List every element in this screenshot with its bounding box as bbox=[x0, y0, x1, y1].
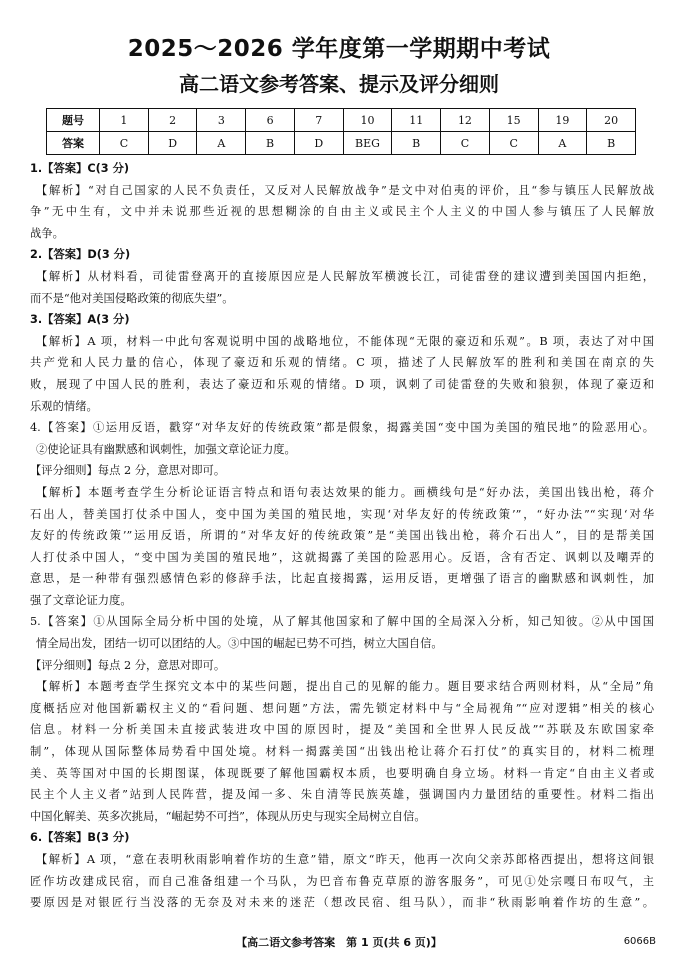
answer-line: 情全局出发，团结一切可以团结的人。③中国的崛起已势不可挡，树立大国自信。 bbox=[36, 637, 443, 651]
question-number: 1 bbox=[100, 109, 149, 132]
answer-cell: B bbox=[246, 132, 295, 155]
analysis-line: 共产党和人民力量的信心，体现了豪迈和乐观的情绪。C 项，描述了人民解放军的胜利和美国在南京的失 bbox=[30, 356, 654, 370]
analysis-line: 匠作坊改建成民宿，而自己准备组建一个马队，为巴音布鲁克草原的游客服务”，可见①处宗嘎日布叹气，主 bbox=[30, 874, 654, 888]
answer-heading: 4.【答案】①运用反语，戳穿“对华友好的传统政策”都是假象，揭露美国“变中国为美国的殖民地”的险恶用心。 bbox=[30, 421, 654, 435]
analysis-line: 强了文章论证力度。 bbox=[30, 593, 132, 607]
question-number: 11 bbox=[392, 109, 441, 132]
answer-heading: 2.【答案】D(3 分) bbox=[30, 248, 131, 262]
answer-cell: B bbox=[587, 132, 636, 155]
question-row-label: 题号 bbox=[47, 109, 100, 132]
analysis-line: 败，展现了中国人民的胜利，表达了豪迈和乐观的情绪。D 项，讽刺了司徒雷登的失败和狼狈，体现了豪迈和 bbox=[30, 377, 654, 391]
question-number: 2 bbox=[148, 109, 197, 132]
answer-cell: C bbox=[100, 132, 149, 155]
answer-table bbox=[46, 108, 636, 155]
analysis-line: 制”，体现从国际整体局势看中国处境。材料一揭露美国“出钱出枪让蒋介石打仗”的真实目的，材料二梳理 bbox=[30, 745, 654, 759]
analysis-line: 战争。 bbox=[30, 226, 64, 240]
answer-cell: D bbox=[148, 132, 197, 155]
answer-explanations bbox=[30, 158, 654, 914]
question-number: 12 bbox=[441, 109, 490, 132]
analysis-line: 中国化解美、英多次挑局，“崛起势不可挡”，体现从历史与现实全局树立自信。 bbox=[30, 809, 426, 823]
question-number: 15 bbox=[489, 109, 538, 132]
analysis-line: 乐观的情绪。 bbox=[30, 399, 98, 413]
analysis-line: 美、英等国对中国的长期图谋，体现既要了解他国霸权本质，也要明确自身立场。材料一肯定“自由主义者或 bbox=[30, 766, 654, 780]
answer-cell: C bbox=[441, 132, 490, 155]
analysis-line: 【解析】A 项，材料一中此句客观说明中国的战略地位，不能体现“无限的豪迈和乐观”。B 项，表达了对中国 bbox=[36, 334, 654, 348]
analysis-line: 【解析】A 项，“意在表明秋雨影响着作坊的生意”错，原文“昨天，他再一次向父亲苏郎格西提出，想将这间银 bbox=[36, 853, 654, 866]
analysis-line: 【解析】从材料看，司徒雷登离开的直接原因应是人民解放军横渡长江，司徒雷登的建议遭到美国国内拒绝， bbox=[36, 269, 654, 283]
scoring-rule: 【评分细则】每点 2 分，意思对即可。 bbox=[30, 464, 226, 478]
analysis-line: 信息。材料一分析美国未直接武装进攻中国的原因时，提及“美国和全世界人民反战”“苏联及东欧国家牵 bbox=[30, 723, 654, 737]
question-number: 19 bbox=[538, 109, 587, 132]
question-number: 7 bbox=[294, 109, 343, 132]
answer-cell: B bbox=[392, 132, 441, 155]
answer-heading: 1.【答案】C(3 分) bbox=[30, 162, 130, 175]
page-subtitle: 高二语文参考答案、提示及评分细则 bbox=[179, 72, 499, 96]
answer-heading: 3.【答案】A(3 分) bbox=[30, 313, 130, 327]
question-number: 3 bbox=[197, 109, 246, 132]
analysis-line: 【解析】本题考查学生探究文本中的某些问题，提出自己的见解的能力。题目要求结合两则材料，从“全局”角 bbox=[36, 680, 654, 694]
page-title: 2025～2026 学年度第一学期期中考试 bbox=[127, 36, 551, 62]
answer-heading: 5.【答案】①从国际全局分析中国的处境，从了解其他国家和了解中国的全局深入分析，知己知彼。②从中国国 bbox=[30, 615, 654, 629]
answer-cell: D bbox=[294, 132, 343, 155]
analysis-line: 人打仗杀中国人，“变中国为美国的殖民地”，这就揭露了美国的险恶用心。反语，含有否定、讽刺以及嘲弄的 bbox=[30, 550, 654, 564]
answer-row-label: 答案 bbox=[47, 132, 100, 155]
answer-cell: BEG bbox=[343, 132, 392, 155]
analysis-line: 民主个人主义者”站到人民阵营，提及闻一多、朱自清等民族英雄，强调国内力量团结的重要性。材料二指出 bbox=[30, 788, 654, 802]
analysis-line: 度概括应对他国新霸权主义的“看问题、想问题”方法，需先锁定材料中与“全局视角”“应对逻辑”相关的核心 bbox=[30, 701, 654, 715]
answer-row bbox=[47, 132, 636, 155]
question-number-row bbox=[47, 109, 636, 132]
question-number: 10 bbox=[343, 109, 392, 132]
analysis-line: 友好的传统政策’”运用反语，所谓的“对华友好的传统政策”是“美国出钱出枪，蒋介石出人”，目的是帮美国 bbox=[30, 529, 654, 543]
scoring-rule: 【评分细则】每点 2 分，意思对即可。 bbox=[30, 658, 226, 672]
answer-cell: C bbox=[489, 132, 538, 155]
page-footer: 【高二语文参考答案 第 1 页(共 6 页)】 bbox=[236, 936, 442, 949]
analysis-line: 而不是“他对美国侵略政策的彻底失望”。 bbox=[30, 291, 234, 305]
question-number: 6 bbox=[246, 109, 295, 132]
question-number: 20 bbox=[587, 109, 636, 132]
answer-cell: A bbox=[197, 132, 246, 155]
answer-cell: A bbox=[538, 132, 587, 155]
answer-heading: 6.【答案】B(3 分) bbox=[30, 831, 130, 845]
answer-line: ②使论证具有幽默感和讽刺性，加强文章论证力度。 bbox=[36, 442, 296, 456]
analysis-line: 要原因是对银匠行当没落的无奈及对未来的迷茫（想改民宿、组马队），而非“秋雨影响着作坊的生意”。 bbox=[30, 896, 654, 910]
analysis-line: 【解析】本题考查学生分析论证语言特点和语句表达效果的能力。画横线句是“好办法，美国出钱出枪，蒋介 bbox=[36, 485, 654, 499]
analysis-line: 意思，是一种带有强烈感情色彩的修辞手法，比起直接揭露，运用反语，更增强了语言的幽默感和讽刺性，加 bbox=[30, 572, 654, 586]
analysis-line: 石出人，替美国打仗杀中国人，变中国为美国的殖民地，实现‘对华友好的传统政策’”，“好办法”“实现‘对华 bbox=[30, 507, 654, 521]
document-code: 6066B bbox=[623, 936, 656, 947]
analysis-line: 【解析】“对自己国家的人民不负责任，又反对人民解放战争”是文中对伯夷的评价，且“参与镇压人民解放战 bbox=[36, 183, 654, 197]
analysis-line: 争”无中生有，文中并未说那些近视的思想糊涂的自由主义或民主个人主义的中国人参与镇压了人民解放 bbox=[30, 205, 654, 219]
